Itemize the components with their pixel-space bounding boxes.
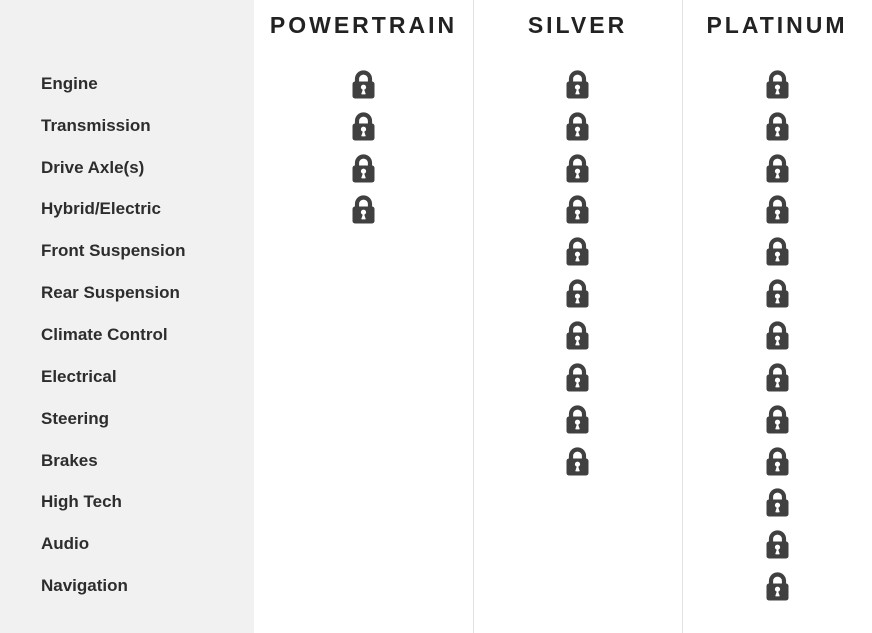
lock-icon [766,571,789,601]
lock-icon [766,69,789,99]
lock-icon [352,153,375,183]
row-label-steering: Steering [41,408,110,428]
row-label-drive-axle-s: Drive Axle(s) [41,157,145,177]
cell-audio-platinum [682,523,872,565]
row-label-high-tech: High Tech [41,492,122,512]
cell-transmission-platinum [682,105,872,147]
cell-electrical-powertrain [254,356,473,398]
row-label-navigation: Navigation [41,576,128,596]
cell-brakes-powertrain [254,440,473,482]
row-label-electrical: Electrical [41,366,117,386]
cell-rear-suspension-platinum [682,272,872,314]
lock-icon [766,111,789,141]
cell-navigation-silver [473,565,682,607]
lock-icon [566,194,589,224]
cell-climate-control-silver [473,314,682,356]
cell-rear-suspension-silver [473,272,682,314]
cell-transmission-powertrain [254,105,473,147]
cell-navigation-platinum [682,565,872,607]
cell-steering-silver [473,398,682,440]
cell-front-suspension-silver [473,230,682,272]
lock-icon [766,153,789,183]
cell-brakes-silver [473,440,682,482]
row-label-rear-suspension: Rear Suspension [41,283,180,303]
lock-icon [766,362,789,392]
row-label-engine: Engine [41,73,98,93]
cell-hybrid-electric-platinum [682,189,872,231]
cell-navigation-powertrain [254,565,473,607]
lock-icon [766,487,789,517]
column-header-powertrain: POWERTRAIN [269,12,458,38]
lock-icon [766,529,789,559]
cell-brakes-platinum [682,440,872,482]
cell-transmission-silver [473,105,682,147]
cell-high-tech-silver [473,481,682,523]
lock-icon [766,446,789,476]
lock-icon [566,278,589,308]
cell-engine-silver [473,63,682,105]
grid-corner-spacer [0,0,254,63]
lock-icon [352,69,375,99]
row-label-transmission: Transmission [41,115,151,135]
lock-icon [352,111,375,141]
cell-hybrid-electric-silver [473,189,682,231]
column-header-platinum: PLATINUM [706,12,848,38]
cell-drive-axle-s-silver [473,147,682,189]
cell-hybrid-electric-powertrain [254,189,473,231]
cell-climate-control-powertrain [254,314,473,356]
row-label-climate-control: Climate Control [41,324,168,344]
lock-icon [566,404,589,434]
cell-steering-powertrain [254,398,473,440]
row-label-audio: Audio [41,534,90,554]
cell-front-suspension-powertrain [254,230,473,272]
lock-icon [566,153,589,183]
cell-drive-axle-s-powertrain [254,147,473,189]
lock-icon [766,278,789,308]
cell-audio-powertrain [254,523,473,565]
cell-front-suspension-platinum [682,230,872,272]
lock-icon [352,194,375,224]
lock-icon [766,404,789,434]
cell-electrical-silver [473,356,682,398]
column-header-silver: SILVER [527,12,628,38]
cell-high-tech-platinum [682,481,872,523]
cell-audio-silver [473,523,682,565]
lock-icon [566,111,589,141]
lock-icon [566,362,589,392]
cell-electrical-platinum [682,356,872,398]
lock-icon [566,446,589,476]
lock-icon [766,194,789,224]
cell-high-tech-powertrain [254,481,473,523]
lock-icon [566,236,589,266]
cell-climate-control-platinum [682,314,872,356]
lock-icon [566,69,589,99]
row-label-front-suspension: Front Suspension [41,241,186,261]
cell-engine-platinum [682,63,872,105]
lock-icon [766,236,789,266]
row-label-brakes: Brakes [41,450,98,470]
cell-rear-suspension-powertrain [254,272,473,314]
cell-drive-axle-s-platinum [682,147,872,189]
row-label-hybrid-electric: Hybrid/Electric [41,199,161,219]
lock-icon [566,320,589,350]
cell-steering-platinum [682,398,872,440]
lock-icon [766,320,789,350]
cell-engine-powertrain [254,63,473,105]
